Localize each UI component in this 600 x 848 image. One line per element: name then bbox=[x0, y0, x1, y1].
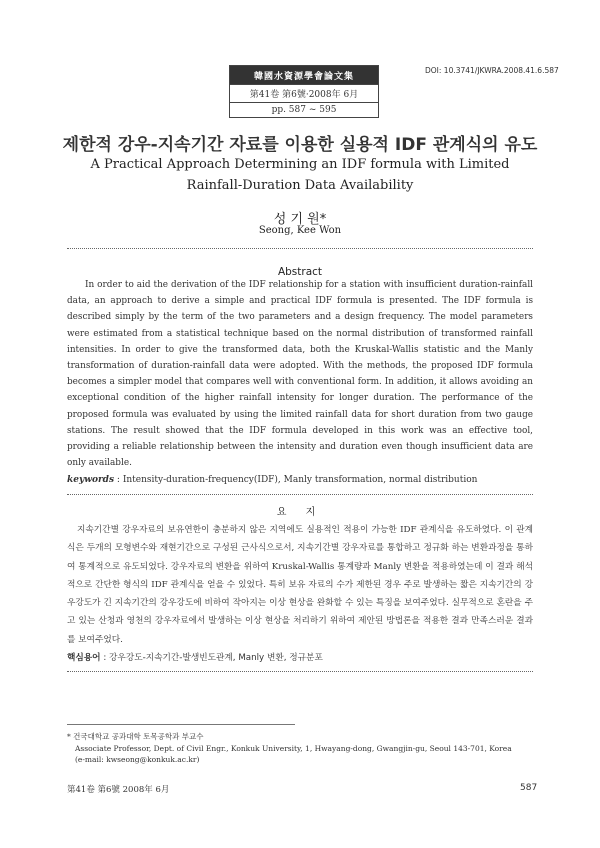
abstract-text: In order to aid the derivation of the IDF relationship for a station with insufficient duration-rainfall data, an approach to derive a simple and practical IDF formula is presented. The IDF formula is described simply by the term of the two parameters and a design frequency. The model parameters were estimated from a statistical technique based on the normal distribution of transformed rainfall intensities. In order to give the transformed data, both the Kruskal-Wallis statistic and the Manly transformation of duration-rainfall data were adopted. With the methods, the proposed IDF formula becomes a simpler model that compares well with conventional form. In addition, it allows avoiding an exceptional condition of the higher rainfall intensity for longer duration. The performance of the proposed formula was evaluated by using the limited rainfall data for short duration from two gauge stations. The result showed that the IDF formula developed in this work was an effective tool, providing a reliable relationship between the intensity and duration even though insufficient data are only available. bbox=[67, 280, 533, 469]
footer-issue: 第41卷 第6號 2008年 6月 bbox=[67, 785, 170, 795]
title-english-line2: Rainfall-Duration Data Availability bbox=[186, 178, 414, 193]
keywords-label: keywords bbox=[67, 475, 115, 485]
journal-box bbox=[229, 65, 379, 118]
page-number: 587 bbox=[520, 783, 538, 793]
divider bbox=[67, 248, 533, 249]
footnote-affiliation-en: Associate Professor, Dept. of Civil Engr., Konkuk University, 1, Hwayang-dong, Gwangjin-gu, Seoul 143-701, Korea bbox=[75, 743, 512, 753]
keywords-korean bbox=[67, 651, 533, 663]
title-korean: 제한적 강우-지속기간 자료를 이용한 실용적 IDF 관계식의 유도 bbox=[62, 135, 538, 155]
keywords-korean-text: : 강우강도-지속기간-발생빈도관계, Manly 변환, 정규분포 bbox=[103, 653, 323, 663]
divider bbox=[67, 494, 533, 495]
journal-pages: pp. 587 ~ 595 bbox=[230, 102, 378, 117]
author-korean: 성 기 원* bbox=[273, 212, 327, 227]
abstract-heading: Abstract bbox=[277, 266, 323, 278]
keywords bbox=[67, 475, 533, 485]
footnote-rule bbox=[67, 724, 295, 725]
doi: DOI: 10.3741/JKWRA.2008.41.6.587 bbox=[425, 66, 559, 75]
footnote-affiliation-ko: * 건국대학교 공과대학 토목공학과 부교수 bbox=[67, 732, 204, 741]
yoji-heading: 요 지 bbox=[276, 507, 324, 518]
yoji-text: 지속기간별 강우자료의 보유연한이 충분하지 않은 지역에도 실용적인 적용이 가능한 IDF 관계식을 유도하였다. 이 관계식은 두개의 모형변수와 재현기간으로 구성된 근사식으로서, 지속기간별 강우자료를 통합하고 정규화 하는 변환과정을 통하여 통계적으로 유도되었다. 강우자료의 변환을 위하여 Kruskal-Wallis 통계량과 Manly 변환을 적용하였는데 이 결과 해석적으로 간단한 형식의 IDF 관계식을 얻을 수 있었다. 특히 보유 자료의 수가 제한된 경우 주로 발생하는 짧은 지속기간의 강우강도가 긴 지속기간의 강우강도에 비하여 작아지는 이상 현상을 완화할 수 있는 특징을 보여주었다. 실무적으로 혼란을 주고 있는 산청과 영천의 강우자료에서 발생하는 이상 현상을 처리하기 위하여 제안된 방법론을 적용한 결과 만족스러운 결과를 보여주었다. bbox=[67, 525, 533, 645]
journal-name: 韓國水資源學會論文集 bbox=[230, 66, 378, 84]
journal-volume: 第41卷 第6號·2008年 6月 bbox=[230, 84, 378, 102]
title-english-line1: A Practical Approach Determining an IDF formula with Limited bbox=[90, 157, 510, 172]
keywords-text: : Intensity-duration-frequency(IDF), Manly transformation, normal distribution bbox=[116, 475, 478, 485]
footnote-email: (e-mail: kwseong@konkuk.ac.kr) bbox=[75, 755, 200, 764]
author-english: Seong, Kee Won bbox=[258, 225, 342, 236]
keywords-korean-label: 핵심용어 bbox=[67, 653, 101, 663]
divider bbox=[67, 671, 533, 672]
footnote bbox=[67, 731, 533, 766]
title-english bbox=[0, 154, 600, 196]
